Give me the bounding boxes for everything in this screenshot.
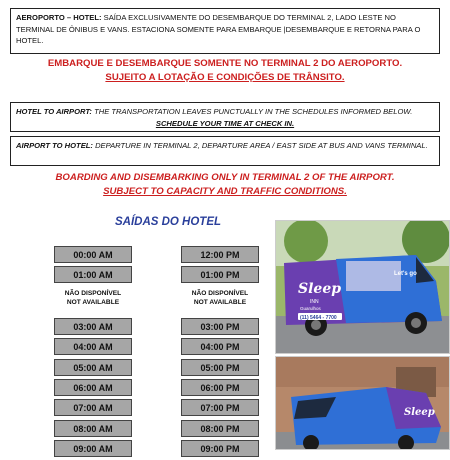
not-available-note	[54, 286, 132, 316]
van-side-illustration	[276, 221, 450, 354]
hotel-to-airport-label: HOTEL TO AIRPORT:	[16, 107, 92, 116]
hotel-to-airport-box	[10, 102, 440, 132]
time-slot: 07:00 PM	[181, 399, 259, 416]
warning-pt-line2: SUJEITO A LOTAÇÃO E CONDIÇÕES DE TRÂNSITO.	[105, 72, 345, 83]
time-slot: 05:00 AM	[54, 359, 132, 376]
time-slot: 09:00 AM	[54, 440, 132, 457]
van-photo-front	[275, 356, 450, 450]
hotel-to-airport-text: THE TRANSPORTATION LEAVES PUNCTUALLY IN THE SCHEDULES INFORMED BELOW.	[94, 107, 413, 116]
time-slot: 06:00 AM	[54, 379, 132, 396]
airport-to-hotel-text: DEPARTURE IN TERMINAL 2, DEPARTURE AREA / EAST SIDE AT BUS AND VANS TERMINAL.	[95, 141, 428, 150]
warning-en	[0, 171, 450, 199]
time-slot: 04:00 PM	[181, 338, 259, 355]
van-logo-text: Sleep	[298, 281, 342, 297]
warning-pt	[0, 57, 450, 85]
van-tag: Let's go	[394, 271, 417, 277]
svg-text:Sleep: Sleep	[404, 407, 435, 418]
time-slot: 01:00 PM	[181, 266, 259, 283]
pm-column	[181, 246, 259, 460]
van-phone: (11) 5464 - 7700	[300, 315, 337, 321]
warning-en-line1: BOARDING AND DISEMBARKING ONLY IN TERMINAL 2 OF THE AIRPORT.	[55, 172, 395, 183]
time-slot: 03:00 PM	[181, 318, 259, 335]
time-slot: 00:00 AM	[54, 246, 132, 263]
top-note-box	[10, 8, 440, 54]
time-slot: 03:00 AM	[54, 318, 132, 335]
time-slot: 07:00 AM	[54, 399, 132, 416]
van-front-illustration	[276, 357, 450, 450]
time-slot: 09:00 PM	[181, 440, 259, 457]
time-slot: 08:00 AM	[54, 420, 132, 437]
hotel-to-airport-emphasis: SCHEDULE YOUR TIME AT CHECK IN.	[155, 118, 295, 128]
am-column	[54, 246, 132, 460]
not-available-note	[181, 286, 259, 316]
time-slot: 04:00 AM	[54, 338, 132, 355]
warning-en-line2: SUBJECT TO CAPACITY AND TRAFFIC CONDITIONS.	[103, 186, 347, 197]
not-available-pt: NÃO DISPONÍVEL	[64, 289, 122, 297]
schedule-title: SAÍDAS DO HOTEL	[114, 216, 222, 228]
van-photo-side	[275, 220, 450, 354]
time-slot: 12:00 PM	[181, 246, 259, 263]
time-slot: 06:00 PM	[181, 379, 259, 396]
not-available-en: NOT AVAILABLE	[193, 298, 247, 306]
warning-pt-line1: EMBARQUE E DESEMBARQUE SOMENTE NO TERMINAL 2 DO AEROPORTO.	[47, 58, 403, 69]
time-slot: 01:00 AM	[54, 266, 132, 283]
top-note-text: SAÍDA EXCLUSIVAMENTE DO DESEMBARQUE DO TERMINAL 2, LADO LESTE NO TERMINAL DE ÔNIBUS E VANS. ESTACIONA SOMENTE PARA EMBARQUE |DESEMBARQUE E RETORNA PARA O HOTEL.	[16, 13, 421, 45]
time-slot: 08:00 PM	[181, 420, 259, 437]
not-available-en: NOT AVAILABLE	[66, 298, 120, 306]
van-logo-sub: INN	[310, 299, 319, 305]
not-available-pt: NÃO DISPONÍVEL	[191, 289, 249, 297]
van-logo-city: Guarulhos	[300, 306, 321, 311]
airport-to-hotel-box	[10, 136, 440, 166]
airport-to-hotel-label: AIRPORT TO HOTEL:	[16, 141, 93, 150]
top-note-label: AEROPORTO – HOTEL:	[16, 13, 102, 22]
time-slot: 05:00 PM	[181, 359, 259, 376]
